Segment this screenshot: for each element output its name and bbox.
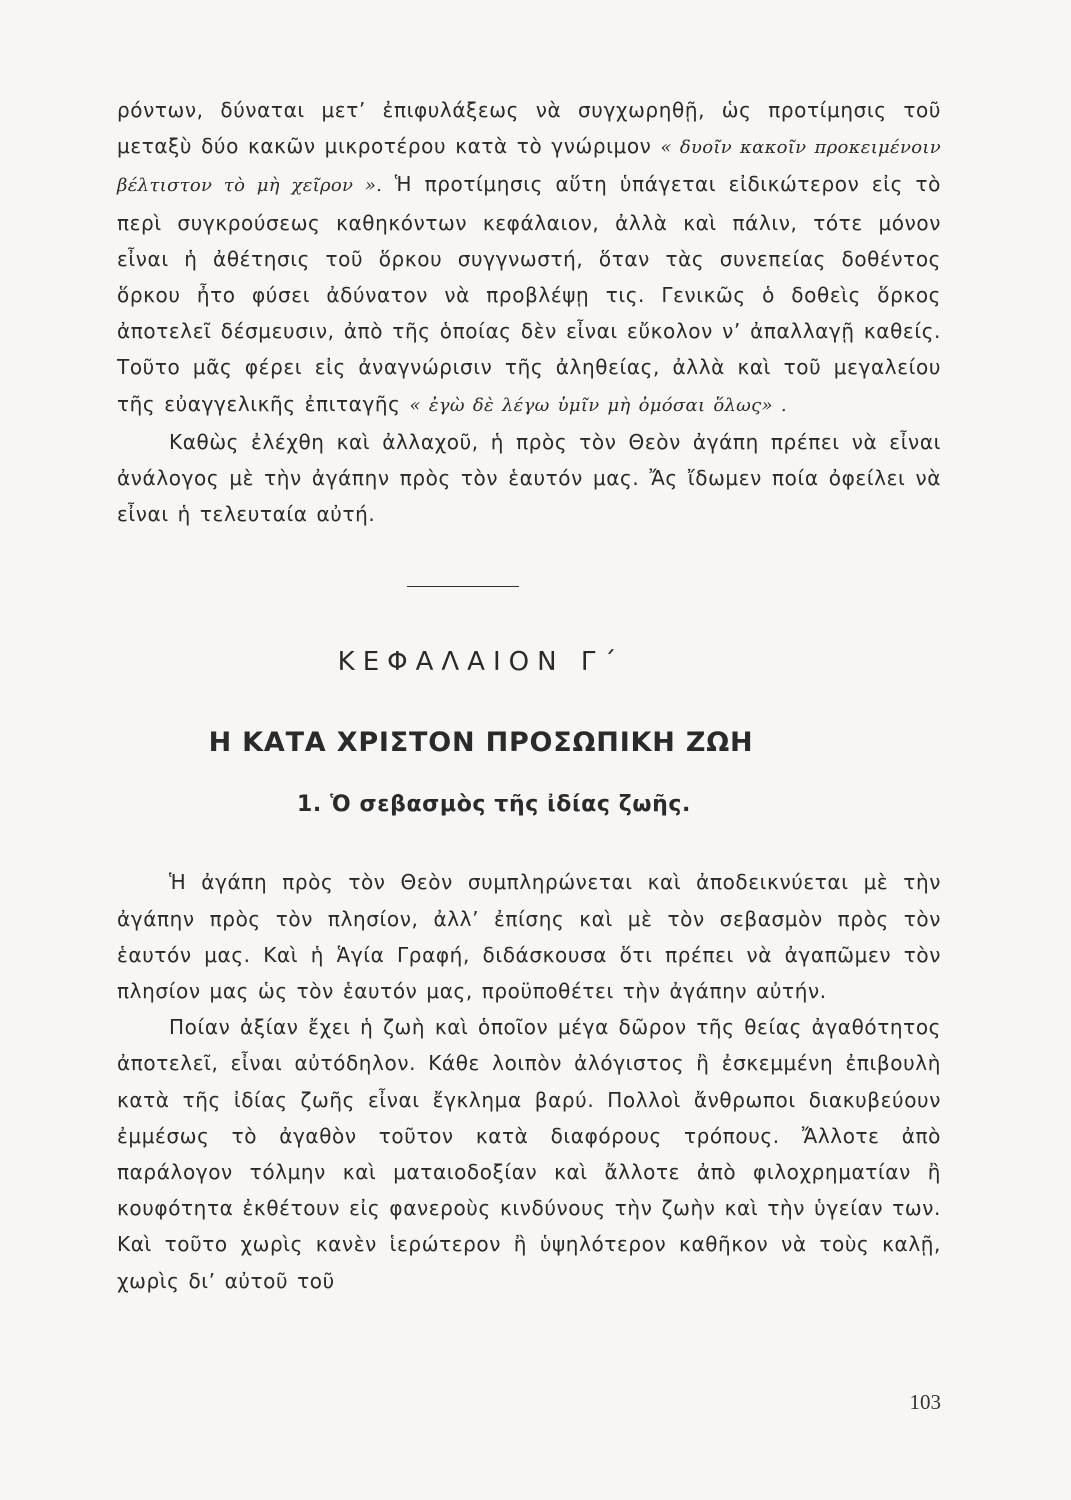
paragraph: Ποίαν ἀξίαν ἔχει ἡ ζωὴ καὶ ὁποῖον μέγα δῶρον τῆς θείας ἀγαθότητος ἀποτελεῖ, εἶναι αὐτόδηλον. Κάθε λοιπὸν ἀλόγιστος ἢ ἐσκεμμένη ἐπιβουλὴ κατὰ τῆς ἰδίας ζωῆς εἶναι ἔγκλημα βαρύ. Πολλοὶ ἄνθρωποι διακυβεύουν ἐμμέσως τὸ ἀγαθὸν τοῦτον κατὰ διαφόρους τρόπους. Ἄλλοτε ἀπὸ παράλογον τόλμην καὶ ματαιοδοξίαν καὶ ἄλλοτε ἀπὸ φιλοχρηματίαν ἢ κουφότητα ἐκθέτουν εἰς φανεροὺς κινδύνους τὴν ζωὴν καὶ τὴν ὑγείαν των. Καὶ τοῦτο χωρὶς κανὲν ἱερώτερον ἢ ὑψηλότερον καθῆκον νὰ τοὺς καλῇ, χωρὶς δι’ αὐτοῦ τοῦ [117, 1015, 941, 1293]
section-divider [407, 586, 519, 587]
section-heading: 1. Ὁ σεβασμὸς τῆς ἰδίας ζωῆς. [297, 792, 691, 818]
paragraph-text: ρόντων, δύναται μετ’ ἐπιφυλάξεως νὰ συγχωρηθῇ, ὡς προτίμησις τοῦ μεταξὺ δύο κακῶν μικροτέρου κατὰ τὸ γνώριμον [117, 98, 941, 159]
paragraph-text: Ἡ προτίμησις αὕτη ὑπάγεται εἰδικώτερον εἰς τὸ περὶ συγκρούσεως καθηκόντων κεφάλαιον, ἀλλὰ καὶ πάλιν, τότε μόνον εἶναι ἡ ἀθέτησις τοῦ ὅρκου συγγνωστή, ὅταν τὰς συνεπείας δοθέντος ὅρκου ἦτο φύσει ἀδύνατον νὰ προβλέψῃ τις. Γενικῶς ὁ δοθεὶς ὅρκος ἀποτελεῖ δέσμευσιν, ἀπὸ τῆς ὁποίας δὲν εἶναι εὔκολον ν’ ἀπαλλαγῇ καθείς. Τοῦτο μᾶς φέρει εἰς ἀναγνώρισιν τῆς ἀληθείας, ἀλλὰ καὶ τοῦ μεγαλείου τῆς εὐαγγελικῆς ἐπιταγῆς [117, 172, 942, 416]
continued-paragraph [117, 92, 941, 424]
paragraph: Ἡ ἀγάπη πρὸς τὸν Θεὸν συμπληρώνεται καὶ ἀποδεικνύεται μὲ τὴν ἀγάπην πρὸς τὸν πλησίον, ἀλλ’ ἐπίσης καὶ μὲ τὸν σεβασμὸν πρὸς τὸν ἑαυτόν μας. Καὶ ἡ Ἁγία Γραφή, διδάσκουσα ὅτι πρέπει νὰ ἀγαπῶμεν τὸν πλησίον μας ὡς τὸν ἑαυτόν μας, προϋποθέτει τὴν ἀγάπην αὐτήν. [117, 870, 941, 1004]
book-page [117, 92, 941, 1472]
scripture-quote: « ἐγὼ δὲ λέγω ὑμῖν μὴ ὀμόσαι ὅλως» . [409, 394, 787, 416]
quoted-proverb: « δυοῖν κακοῖν προκειμένοιν βέλτιστον τὸ μὴ χεῖρον ». [117, 137, 941, 197]
paragraph: Καθὼς ἐλέχθη καὶ ἀλλαχοῦ, ἡ πρὸς τὸν Θεὸν ἀγάπη πρέπει νὰ εἶναι ἀνάλογος μὲ τὴν ἀγάπην πρὸς τὸν ἑαυτόν μας. Ἄς ἴδωμεν ποία ὀφείλει νὰ εἶναι ἡ τελευταία αὐτή. [117, 429, 941, 527]
page-number: 103 [909, 1390, 941, 1414]
section-body [117, 864, 941, 1298]
chapter-title: Η ΚΑΤΑ ΧΡΙΣΤΟΝ ΠΡΟΣΩΠΙΚΗ ΖΩΗ [208, 727, 754, 759]
chapter-label: ΚΕΦΑΛΑΙΟΝ Γ΄ [337, 647, 625, 678]
